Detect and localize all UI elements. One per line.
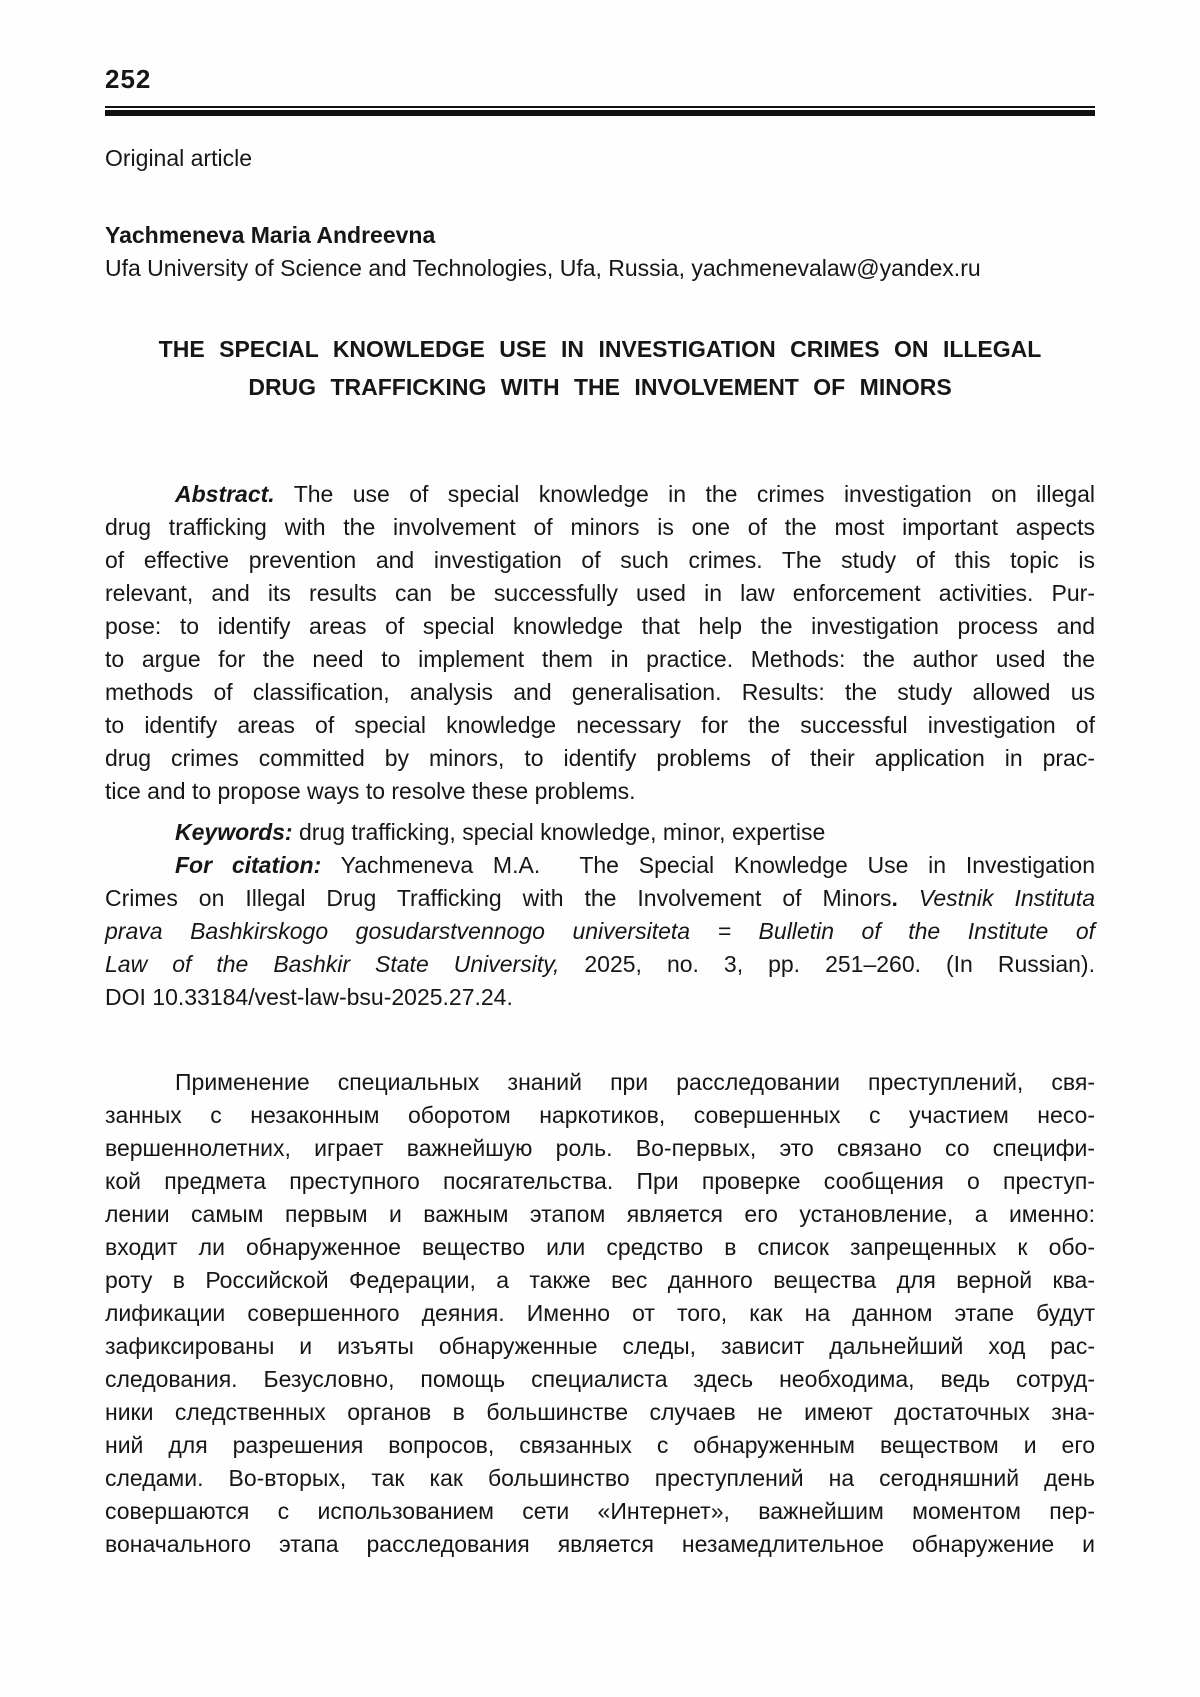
text-line: Law of the Bashkir State University, 2025, no. 3, pp. 251–260. (In Russian). <box>105 951 1095 977</box>
author-block <box>105 219 1095 285</box>
page-content <box>105 64 1095 1561</box>
text-line: drug trafficking with the involvement of minors is one of the most important aspects <box>105 514 1095 540</box>
text-line: drug crimes committed by minors, to identify problems of their application in prac- <box>105 745 1095 771</box>
citation-paragraph <box>105 849 1095 1014</box>
russian-body-paragraph <box>105 1066 1095 1561</box>
text-line: to argue for the need to implement them in practice. Methods: the author used the <box>105 646 1095 672</box>
text-line: зафиксированы и изъяты обнаруженные следы, зависит дальнейший ход рас- <box>105 1333 1095 1359</box>
text-line: pose: to identify areas of special knowledge that help the investigation process and <box>105 613 1095 639</box>
text-line: входит ли обнаруженное вещество или средство в список запрещенных к обо- <box>105 1234 1095 1260</box>
text-line: Abstract. The use of special knowledge in the crimes investigation on illegal <box>175 481 1095 507</box>
text-line: вершеннолетних, играет важнейшую роль. Во-первых, это связано со специфи- <box>105 1135 1095 1161</box>
text-line: of effective prevention and investigation of such crimes. The study of this topic is <box>105 547 1095 573</box>
abstract-paragraph <box>105 478 1095 808</box>
text-line: лении самым первым и важным этапом является его установление, а именно: <box>105 1201 1095 1227</box>
text-line: занных с незаконным оборотом наркотиков, совершенных с участием несо- <box>105 1102 1095 1128</box>
text-line: лификации совершенного деяния. Именно от того, как на данном этапе будут <box>105 1300 1095 1326</box>
text-line: tice and to propose ways to resolve these problems. <box>105 778 636 804</box>
text-line: совершаются с использованием сети «Интернет», важнейшим моментом пер- <box>105 1498 1095 1524</box>
author-name: Yachmeneva Maria Andreevna <box>105 222 436 248</box>
text-line: Crimes on Illegal Drug Trafficking with the Involvement of Minors. Vestnik Instituta <box>105 885 1095 911</box>
text-line: DOI 10.33184/vest-law-bsu-2025.27.24. <box>105 984 513 1010</box>
text-line: DRUG TRAFFICKING WITH THE INVOLVEMENT OF MINORS <box>248 374 952 400</box>
text-line: воначального этапа расследования является незамедлительное обнаружение и <box>105 1531 1095 1557</box>
keywords-line <box>105 816 1095 849</box>
text-line: роту в Российской Федерации, а также вес данного вещества для верной ква- <box>105 1267 1095 1293</box>
article-title <box>105 330 1095 406</box>
author-affiliation: Ufa University of Science and Technologies, Ufa, Russia, yachmenevalaw@yandex.ru <box>105 255 981 281</box>
article-type-label: Original article <box>105 145 252 171</box>
text-line: prava Bashkirskogo gosudarstvennogo universiteta = Bulletin of the Institute of <box>105 918 1095 944</box>
text-line: For citation: Yachmeneva M.A. The Special Knowledge Use in Investigation <box>175 852 1095 878</box>
text-line: ники следственных органов в большинстве случаев не имеют достаточных зна- <box>105 1399 1095 1425</box>
text-line: to identify areas of special knowledge necessary for the successful investigation of <box>105 712 1095 738</box>
text-line: следами. Во-вторых, так как большинство преступлений на сегодняшний день <box>105 1465 1095 1491</box>
text-line: Применение специальных знаний при расследовании преступлений, свя- <box>175 1069 1095 1095</box>
text-line: THE SPECIAL KNOWLEDGE USE IN INVESTIGATION CRIMES ON ILLEGAL <box>158 336 1042 362</box>
text-line: ний для разрешения вопросов, связанных с обнаруженным веществом и его <box>105 1432 1095 1458</box>
text-line: Keywords: drug trafficking, special knowledge, minor, expertise <box>175 819 826 845</box>
text-line: methods of classification, analysis and generalisation. Results: the study allowed us <box>105 679 1095 705</box>
text-line: следования. Безусловно, помощь специалиста здесь необходима, ведь сотруд- <box>105 1366 1095 1392</box>
text-line: relevant, and its results can be successfully used in law enforcement activities. Pur- <box>105 580 1095 606</box>
header-rule <box>105 106 1095 116</box>
page-number: 252 <box>105 64 152 94</box>
text-line: кой предмета преступного посягательства. При проверке сообщения о преступ- <box>105 1168 1095 1194</box>
